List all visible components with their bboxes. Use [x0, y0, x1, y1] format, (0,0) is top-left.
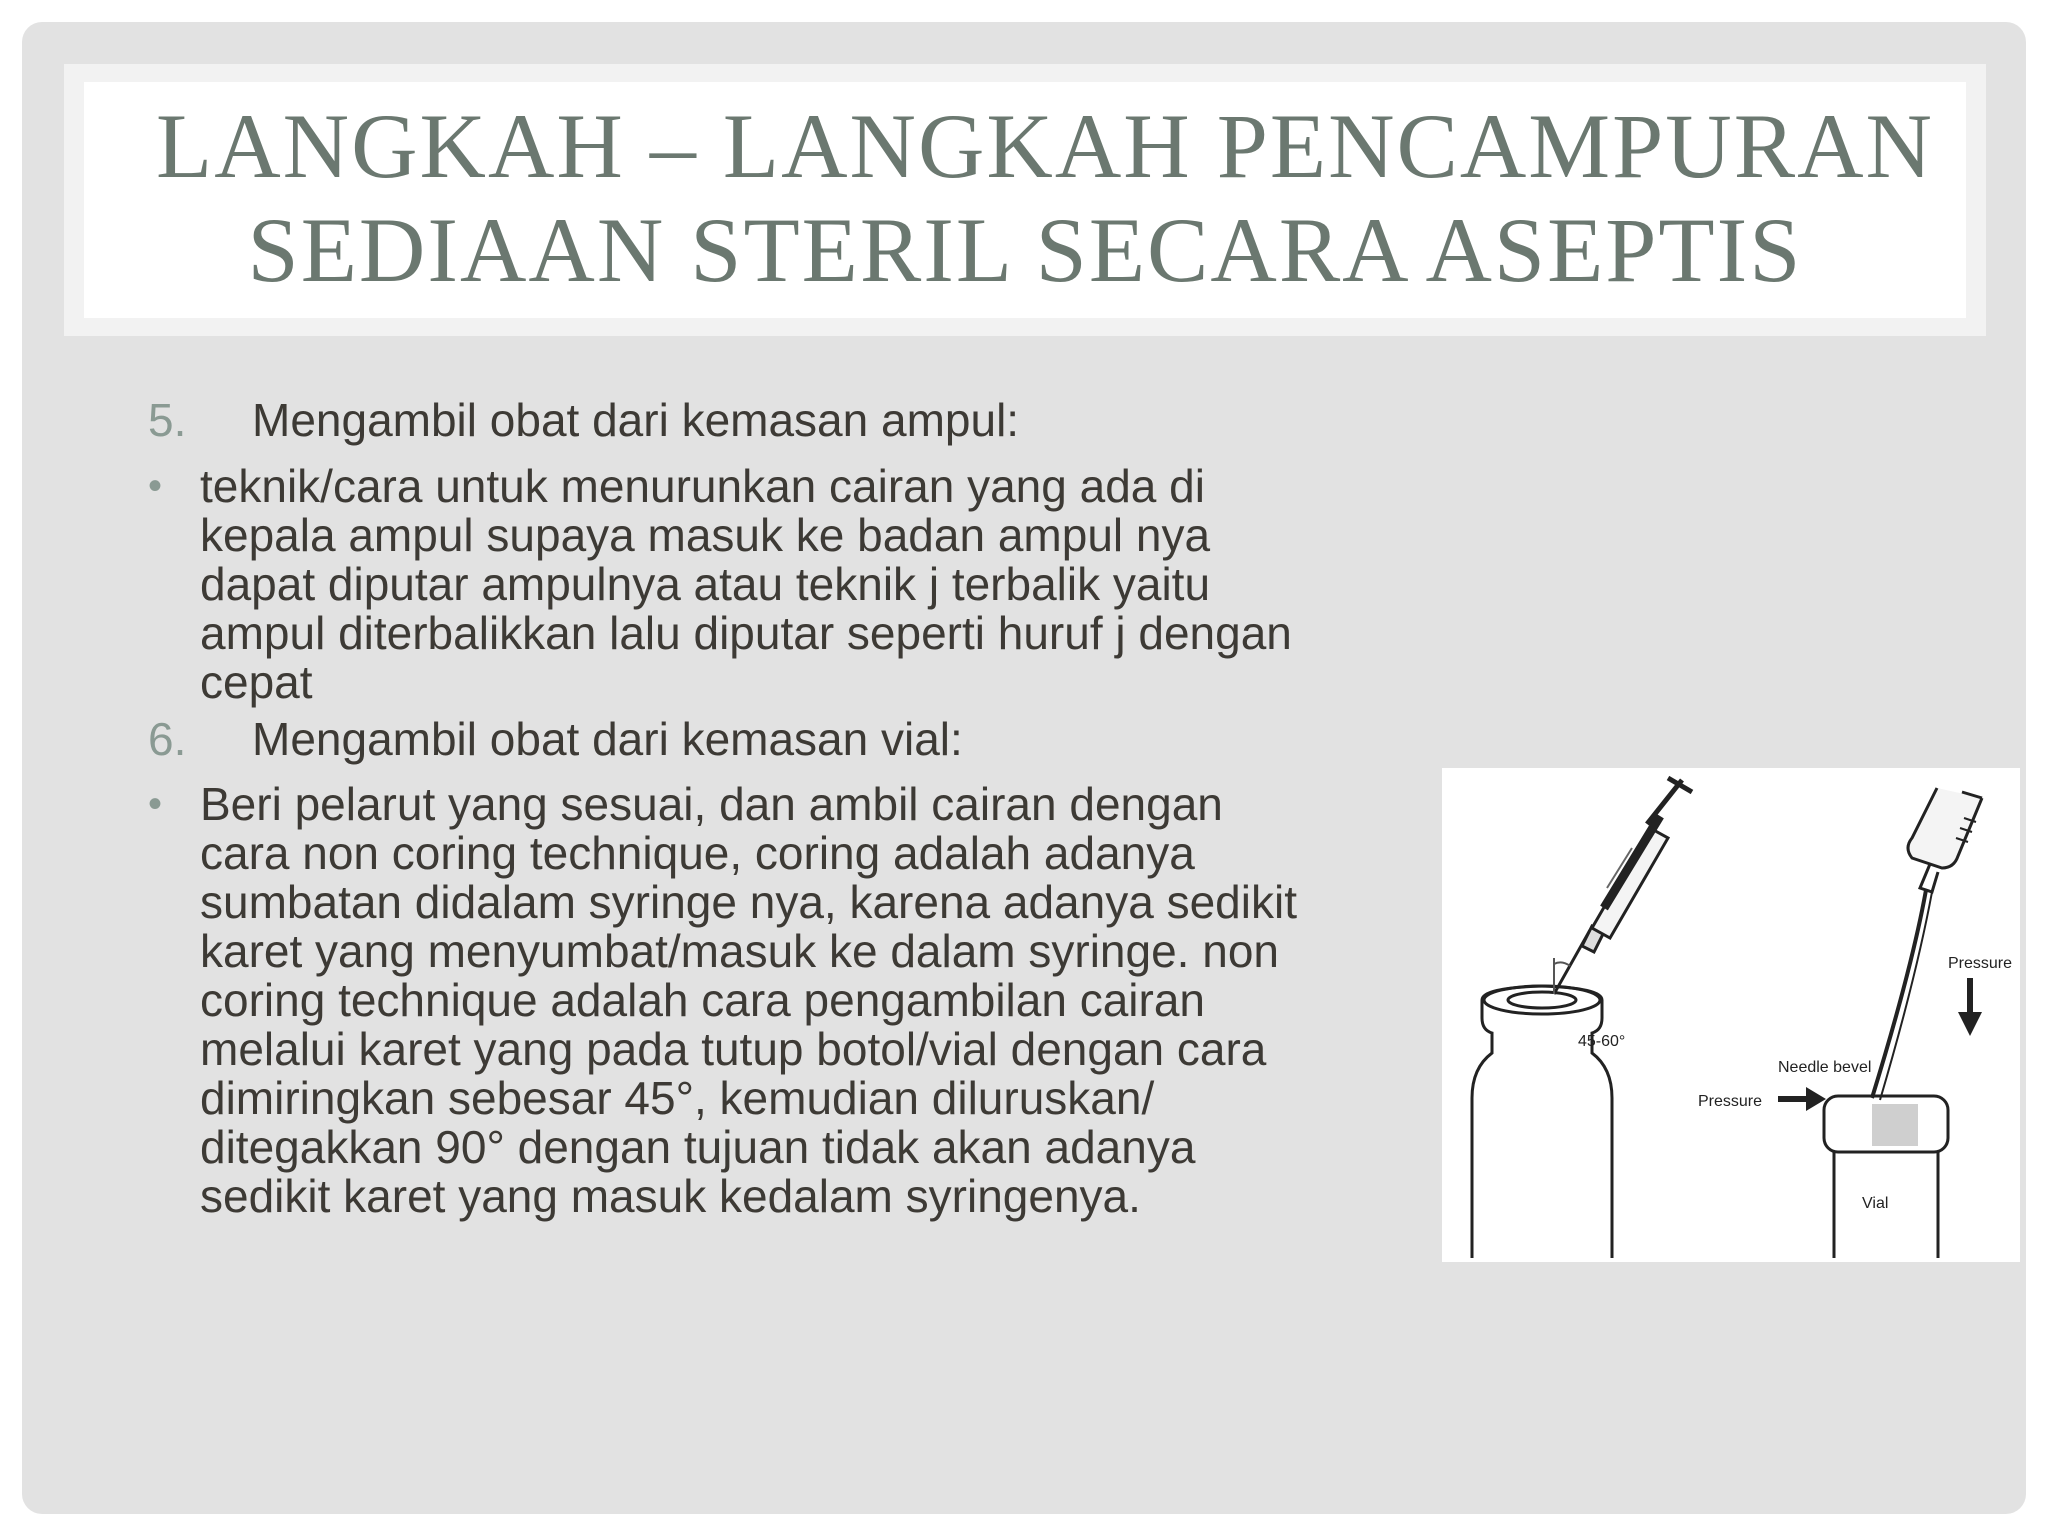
step-5-paragraph — [200, 462, 1292, 707]
pressure-side-label: Pressure — [1698, 1093, 1763, 1110]
vial-icon — [1824, 1096, 1948, 1258]
paragraph-line: cepat — [200, 656, 313, 708]
step-heading-6: Mengambil obat dari kemasan vial: — [252, 713, 963, 765]
pressure-arrow-down — [1958, 978, 1982, 1036]
paragraph-line: dimiringkan sebesar 45°, kemudian diluruskan/ — [200, 1072, 1155, 1124]
paragraph-line: kepala ampul supaya masuk ke badan ampul nya — [200, 509, 1211, 561]
slide — [22, 22, 2026, 1514]
paragraph-line: teknik/cara untuk menurunkan cairan yang ada di — [200, 460, 1205, 512]
paragraph-line: sedikit karet yang masuk kedalam syringenya. — [200, 1170, 1141, 1222]
paragraph-line: coring technique adalah cara pengambilan cairan — [200, 974, 1206, 1026]
step-number-5: 5. — [148, 394, 187, 446]
bottle-icon — [1472, 986, 1612, 1258]
slide-title-line-2: SEDIAAN STERIL SECARA ASEPTIS — [247, 199, 1803, 301]
slide-title-line-1: LANGKAH – LANGKAH PENCAMPURAN — [156, 95, 1934, 197]
bullet-marker: • — [148, 464, 163, 508]
paragraph-line: cara non coring technique, coring adalah adanya — [200, 827, 1195, 879]
paragraph-line: ditegakkan 90° dengan tujuan tidak akan adanya — [200, 1121, 1196, 1173]
paragraph-line: ampul diterbalikkan lalu diputar seperti huruf j dengan — [200, 607, 1292, 659]
pressure-arrow-right — [1778, 1087, 1826, 1111]
bullet-marker: • — [148, 782, 163, 826]
vertical-syringe-icon — [1872, 788, 1982, 1100]
paragraph-line: sumbatan didalam syringe nya, karena adanya sedikit — [200, 876, 1297, 928]
paragraph-line: melalui karet yang pada tutup botol/vial dengan cara — [200, 1023, 1267, 1075]
step-heading-5: Mengambil obat dari kemasan ampul: — [252, 394, 1020, 446]
paragraph-line: Beri pelarut yang sesuai, dan ambil cairan dengan — [200, 778, 1223, 830]
vial-label: Vial — [1862, 1195, 1889, 1212]
paragraph-line: karet yang menyumbat/masuk ke dalam syringe. non — [200, 925, 1279, 977]
step-6-paragraph — [200, 780, 1297, 1221]
needle-bevel-label: Needle bevel — [1778, 1059, 1872, 1076]
angled-syringe-icon — [1554, 778, 1692, 994]
angle-label: 45-60° — [1578, 1033, 1626, 1050]
pressure-top-label: Pressure — [1948, 955, 2013, 972]
vial-technique-figure — [1442, 768, 2020, 1262]
paragraph-line: dapat diputar ampulnya atau teknik j terbalik yaitu — [200, 558, 1211, 610]
vial-diagram — [1442, 768, 2020, 1262]
step-number-6: 6. — [148, 713, 187, 765]
